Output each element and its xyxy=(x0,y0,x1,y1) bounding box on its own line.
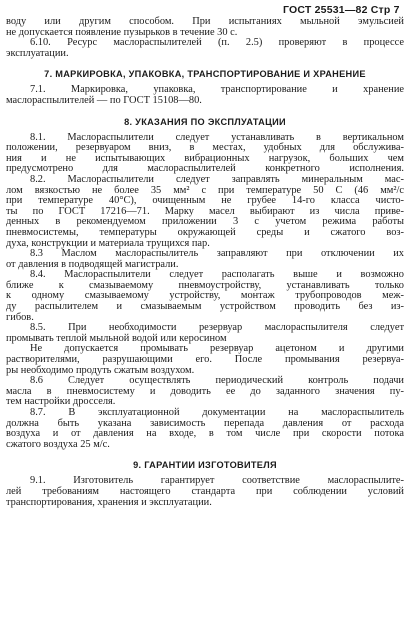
text-line: от давления в подводящей магистрали. xyxy=(6,258,179,270)
text-line: положении, резервуаром вниз, в местах, удобных для обслужива- xyxy=(6,142,404,154)
text-line: 8.7. В эксплуатационной документации на маслораспылитель xyxy=(30,407,404,418)
text-line: денных в рекомендуемом приложении 3 с учетом режима работы xyxy=(6,216,404,228)
text-line: лей требованиям настоящего стандарта при соблюдении условий xyxy=(6,485,404,497)
paragraph-block xyxy=(6,85,404,106)
text-line: ду распылителем и смазываемым устройством проводить без из- xyxy=(6,301,404,313)
text-line: предусмотрено для маслораспылителей конкретного исполнения. xyxy=(6,163,404,175)
text-line: 8.2. Маслораспылители следует заправлять минеральным мас- xyxy=(30,173,404,185)
section-heading: 7. МАРКИРОВКА, УПАКОВКА, ТРАНСПОРТИРОВАНИЕ И ХРАНЕНИЕ xyxy=(44,69,366,80)
text-line: лом вязкостью не более 35 мм² с при температуре 50 С (46 мм²/с xyxy=(6,184,404,196)
text-line: при температуре 40°С), очищенным не грубее 14-го класса чисто- xyxy=(6,195,404,207)
text-line: духа, конструкции и материала трущихся пар. xyxy=(6,237,210,249)
paragraph-block xyxy=(6,133,404,451)
text-line: 8.1. Маслораспылители следует устанавливать в вертикальном xyxy=(30,131,404,143)
page-header: ГОСТ 25531—82 Стр 7 xyxy=(283,4,400,16)
text-line: к одному смазываемому устройству, монтаж трубопроводов меж- xyxy=(6,290,404,302)
text-line: транспортирования, хранения и эксплуатации. xyxy=(6,496,212,508)
paragraph-block xyxy=(6,17,404,59)
text-line: не допускается появление пузырьков в течение 30 с. xyxy=(6,26,238,38)
section-heading: 8. УКАЗАНИЯ ПО ЭКСПЛУАТАЦИИ xyxy=(124,116,286,127)
text-line: ты по ГОСТ 17216—71. Марку масел выбирают из числа приве- xyxy=(6,205,404,217)
text-line: ближе к смазываемому пневмоустройству, устанавливать только xyxy=(6,279,404,291)
text-line: 8.3 Маслом маслораспылитель заправляют при отключении их xyxy=(30,248,404,260)
text-line: промывать теплой мыльной водой или керосином xyxy=(6,332,227,344)
text-line: 9.1. Изготовитель гарантирует соответствие маслораспылите- xyxy=(30,475,404,487)
text-line: 6.10. Ресурс маслораспылителей (п. 2.5) проверяют в процессе xyxy=(30,37,404,49)
text-line: сжатого воздуха 25 м/с. xyxy=(6,438,110,450)
text-line: воздуха и от давления на входе, в том числе при скорости потока xyxy=(6,428,404,440)
text-line: маслораспылителей — по ГОСТ 15108—80. xyxy=(6,94,202,106)
text-line: ния и не испытывающих вибрационных нагрузок, больших чем xyxy=(6,152,404,164)
text-line: 7.1. Маркировка, упаковка, транспортирование и хранение xyxy=(30,84,404,96)
text-line: ры необходимо продуть сжатым воздухом. xyxy=(6,364,195,376)
text-line: воду или другим способом. При испытаниях мыльной эмульсией xyxy=(6,16,404,27)
document-body xyxy=(6,17,404,508)
text-line: гибов. xyxy=(6,311,34,323)
text-line: должна быть указана зависимость перепада давления от расхода xyxy=(6,417,404,429)
text-line: эксплуатации. xyxy=(6,47,69,59)
text-line: 8.4. Маслораспылители следует располагать выше и возможно xyxy=(30,269,404,281)
text-line: масла в пневмосистему и доводить ее до заданного значения пу- xyxy=(6,385,404,397)
paragraph-block xyxy=(6,476,404,508)
text-line: пневмосистемы, температуры окружающей среды и сжатого воз- xyxy=(6,226,404,238)
text-line: 8.6 Следует осуществлять периодический контроль подачи xyxy=(30,375,404,387)
text-line: Не допускается промывать резервуар ацетоном и другими xyxy=(30,343,404,355)
section-heading: 9. ГАРАНТИИ ИЗГОТОВИТЕЛЯ xyxy=(133,460,277,471)
text-line: 8.5. При необходимости резервуар маслораспылителя следует xyxy=(30,322,404,334)
text-line: растворителями, разрушающими его. После промывания резервуа- xyxy=(6,354,404,366)
text-line: тем настройки дросселя. xyxy=(6,396,116,408)
